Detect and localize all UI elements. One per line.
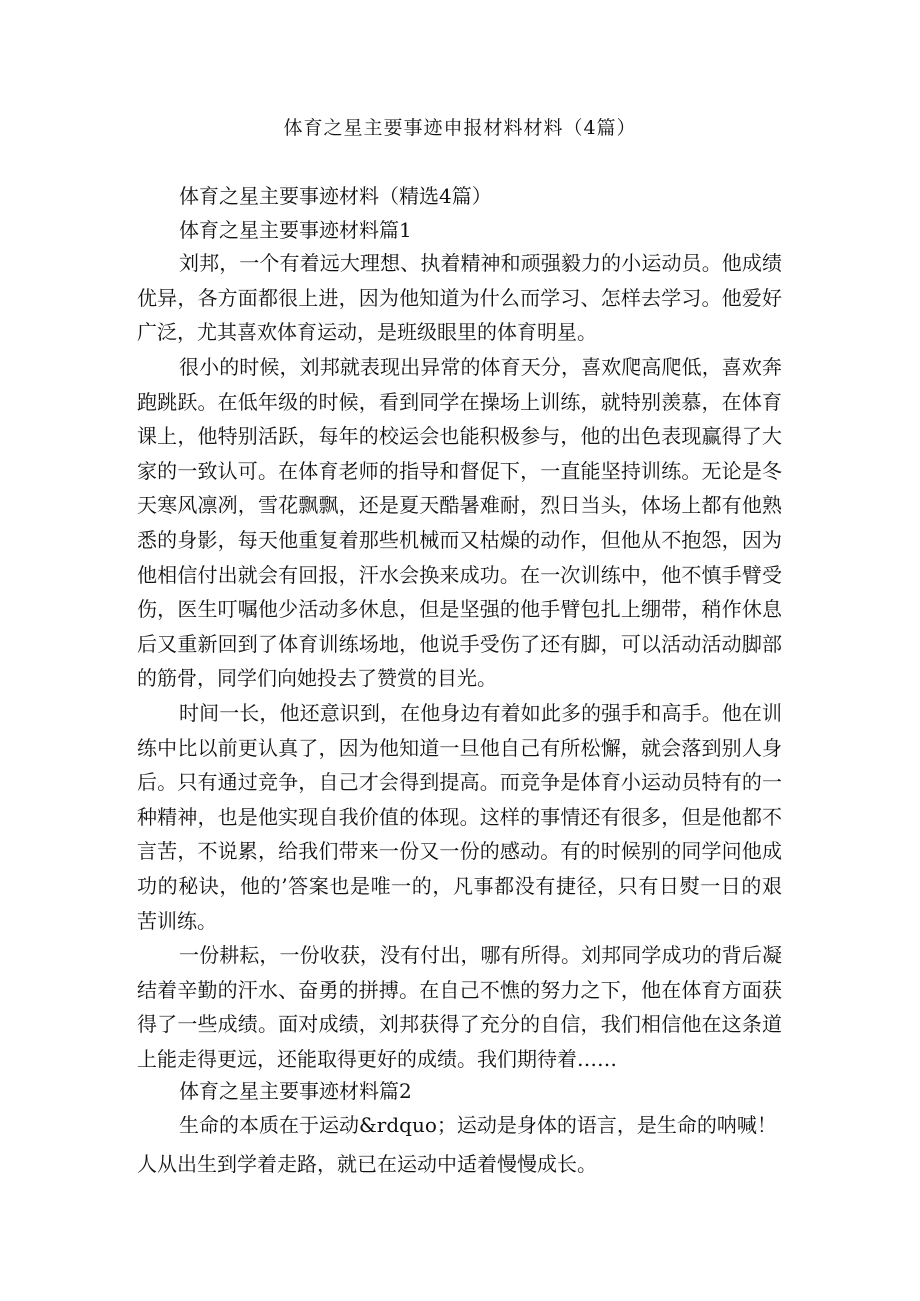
tail-line: 人从出生到学着走路，就已在运动中适着慢慢成长。 — [137, 1152, 597, 1176]
section-2-line: 生命的本质在于运动&rdquo；运动是身体的语言，是生命的呐喊！ — [179, 1113, 777, 1137]
paragraph-4: 一份耕耘，一份收获，没有付出，哪有所得。刘邦同学成功的背后凝结着辛勤的汗水、奋勇的拼搏。在自己不憔的努力之下，他在体育方面获得了一些成绩。面对成绩，刘邦获得了充分的自信，我们相信他在这条道上能走得更远，还能取得更好的成绩。我们期待着…… — [137, 943, 782, 1071]
paragraph-1: 刘邦，一个有着远大理想、执着精神和顽强毅力的小运动员。他成绩优异，各方面都很上进，因为他知道为什么而学习、怎样去学习。他爱好广泛，尤其喜欢体育运动，是班级眼里的体育明星。 — [137, 251, 782, 345]
paragraph-2: 很小的时候，刘邦就表现出异常的体育天分，喜欢爬高爬低，喜欢奔跑跳跃。在低年级的时候，看到同学在操场上训练，就特别羡慕，在体育课上，他特别活跃，每年的校运会也能积极参与，他的出色表现赢得了大家的一致认可。在体育老师的指导和督促下，一直能坚持训练。无论是冬天寒风凛冽，雪花飘飘，还是夏天酷暑难耐，烈日当头，体场上都有他熟悉的身影，每天他重复着那些机械而又枯燥的动作，但他从不抱怨，因为他相信付出就会有回报，汗水会换来成功。在一次训练中，他不慎手臂受伤，医生叮嘱他少活动多休息，但是坚强的他手臂包扎上绷带，稍作休息后又重新回到了体育训练场地，他说手受伤了还有脚，可以活动活动脚部的筋骨，同学们向她投去了赞赏的目光。 — [137, 355, 782, 691]
section-heading-1: 体育之星主要事迹材料篇1 — [179, 218, 412, 242]
section-heading-2: 体育之星主要事迹材料篇2 — [179, 1079, 412, 1103]
document-subtitle: 体育之星主要事迹材料（精选4篇） — [179, 184, 492, 208]
document-title: 体育之星主要事迹申报材料材料（4篇） — [283, 117, 637, 139]
paragraph-3: 时间一长，他还意识到，在他身边有着如此多的强手和高手。他在训练中比以前更认真了，因为他知道一旦他自己有所松懈，就会落到别人身后。只有通过竞争，自己才会得到提高。而竞争是体育小运动员特有的一种精神，也是他实现自我价值的体现。这样的事情还有很多，但是他都不言苦，不说累，给我们带来一份又一份的感动。有的时候别的同学问他成功的秘诀，他的’答案也是唯一的，凡事都没有捷径，只有日熨一日的艰苦训练。 — [137, 701, 782, 933]
